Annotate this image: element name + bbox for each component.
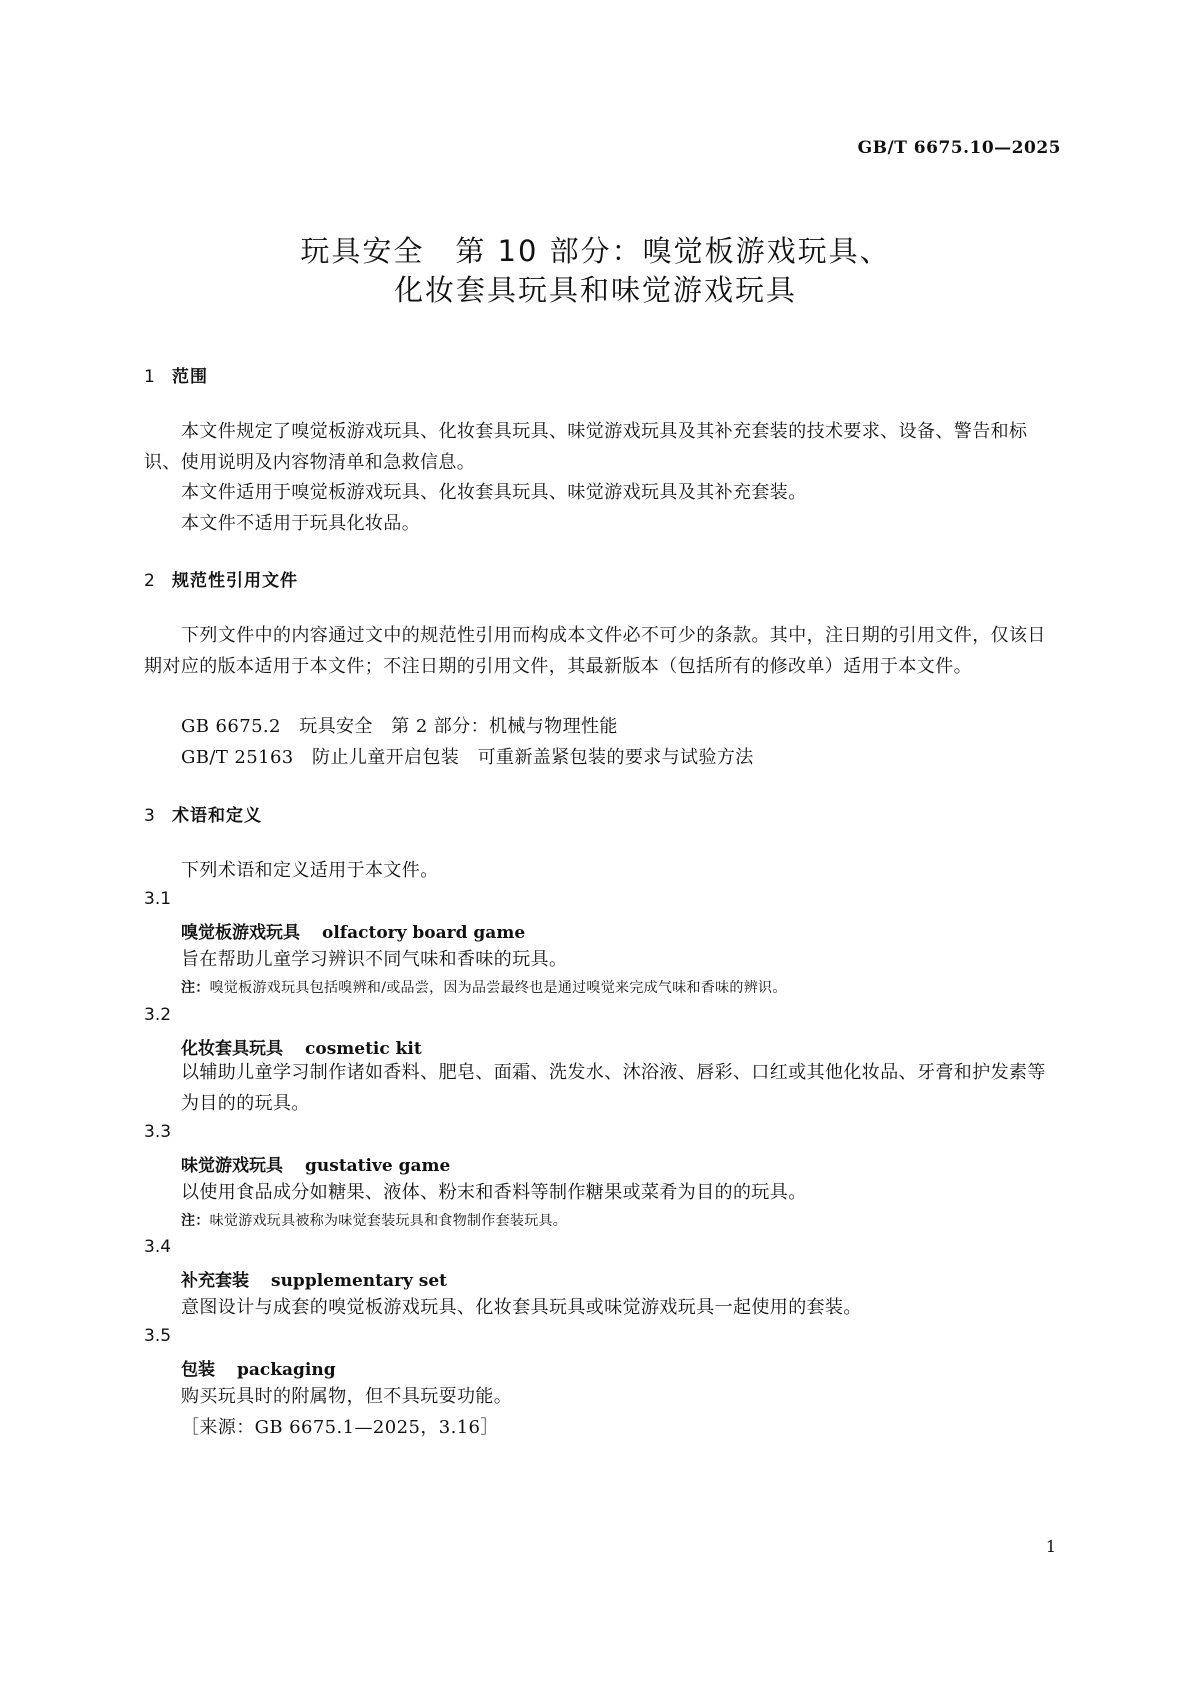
term-source: ［来源：GB 6675.1—2025，3.16］ xyxy=(181,1417,499,1438)
note-label: 注： xyxy=(181,980,210,996)
page-number: 1 xyxy=(1045,1537,1056,1556)
section-heading-terms-and-definitions xyxy=(144,801,262,826)
paragraph: 本文件不适用于玩具化妆品。 xyxy=(181,513,421,534)
term-en: gustative game xyxy=(305,1156,451,1176)
term-zh: 味觉游戏玩具 xyxy=(181,1156,283,1176)
paragraph: 本文件适用于嗅觉板游戏玩具、化妆套具玩具、味觉游戏玩具及其补充套装。 xyxy=(181,482,807,503)
term-en: packaging xyxy=(237,1360,336,1380)
term-entry xyxy=(181,1266,447,1291)
term-zh: 包装 xyxy=(181,1360,215,1380)
term-definition: 购买玩具时的附属物，但不具玩耍功能。 xyxy=(181,1386,513,1407)
document-title-line-1: 玩具安全 第 10 部分：嗅觉板游戏玩具、 xyxy=(300,234,891,268)
reference-item: GB/T 25163 防止儿童开启包装 可重新盖紧包装的要求与试验方法 xyxy=(181,747,754,768)
term-en: supplementary set xyxy=(271,1271,448,1291)
term-zh: 嗅觉板游戏玩具 xyxy=(181,923,300,943)
note-label: 注： xyxy=(181,1213,210,1229)
note-text: 嗅觉板游戏玩具包括嗅辨和/或品尝，因为品尝最终也是通过嗅觉来完成气味和香味的辨识。 xyxy=(209,980,787,996)
term-entry xyxy=(181,1151,450,1176)
term-definition: 以辅助儿童学习制作诸如香料、肥皂、面霜、洗发水、沐浴液、唇彩、口红或其他化妆品、牙膏和护发素等为目的的玩具。 xyxy=(181,1062,1046,1114)
term-number: 3.2 xyxy=(144,1005,172,1025)
section-title: 范围 xyxy=(172,367,208,387)
paragraph: 本文件规定了嗅觉板游戏玩具、化妆套具玩具、味觉游戏玩具及其补充套装的技术要求、设备、警告和标识、使用说明及内容物清单和急救信息。 xyxy=(144,421,1028,473)
term-definition: 以使用食品成分如糖果、液体、粉末和香料等制作糖果或菜肴为目的的玩具。 xyxy=(181,1182,807,1203)
section-number: 3 xyxy=(144,806,156,826)
term-number: 3.5 xyxy=(144,1326,172,1346)
term-en: olfactory board game xyxy=(322,923,526,943)
standard-code: GB/T 6675.10—2025 xyxy=(857,138,1061,158)
section-number: 1 xyxy=(144,367,156,387)
term-entry xyxy=(181,1355,336,1380)
term-number: 3.3 xyxy=(144,1122,172,1142)
term-definition: 意图设计与成套的嗅觉板游戏玩具、化妆套具玩具或味觉游戏玩具一起使用的套装。 xyxy=(181,1297,862,1318)
reference-item: GB 6675.2 玩具安全 第 2 部分：机械与物理性能 xyxy=(181,716,618,737)
section-heading-normative-references xyxy=(144,566,298,591)
term-number: 3.4 xyxy=(144,1237,172,1257)
section-title: 规范性引用文件 xyxy=(172,571,298,591)
section-heading-scope xyxy=(144,362,208,387)
term-entry xyxy=(181,918,525,943)
note-text: 味觉游戏玩具被称为味觉套装玩具和食物制作套装玩具。 xyxy=(209,1213,568,1229)
section-number: 2 xyxy=(144,571,156,591)
section-title: 术语和定义 xyxy=(172,806,262,826)
term-en: cosmetic kit xyxy=(305,1039,422,1059)
document-title-line-2: 化妆套具玩具和味觉游戏玩具 xyxy=(393,273,797,307)
paragraph: 下列术语和定义适用于本文件。 xyxy=(181,860,439,881)
term-definition: 旨在帮助儿童学习辨识不同气味和香味的玩具。 xyxy=(181,949,568,970)
term-zh: 补充套装 xyxy=(181,1271,249,1291)
term-zh: 化妆套具玩具 xyxy=(181,1039,283,1059)
term-number: 3.1 xyxy=(144,889,172,909)
term-note xyxy=(181,977,787,997)
paragraph: 下列文件中的内容通过文中的规范性引用而构成本文件必不可少的条款。其中，注日期的引用文件，仅该日期对应的版本适用于本文件；不注日期的引用文件，其最新版本（包括所有的修改单）适用于本文件。 xyxy=(144,625,1046,677)
term-entry xyxy=(181,1034,422,1059)
term-note xyxy=(181,1210,567,1230)
